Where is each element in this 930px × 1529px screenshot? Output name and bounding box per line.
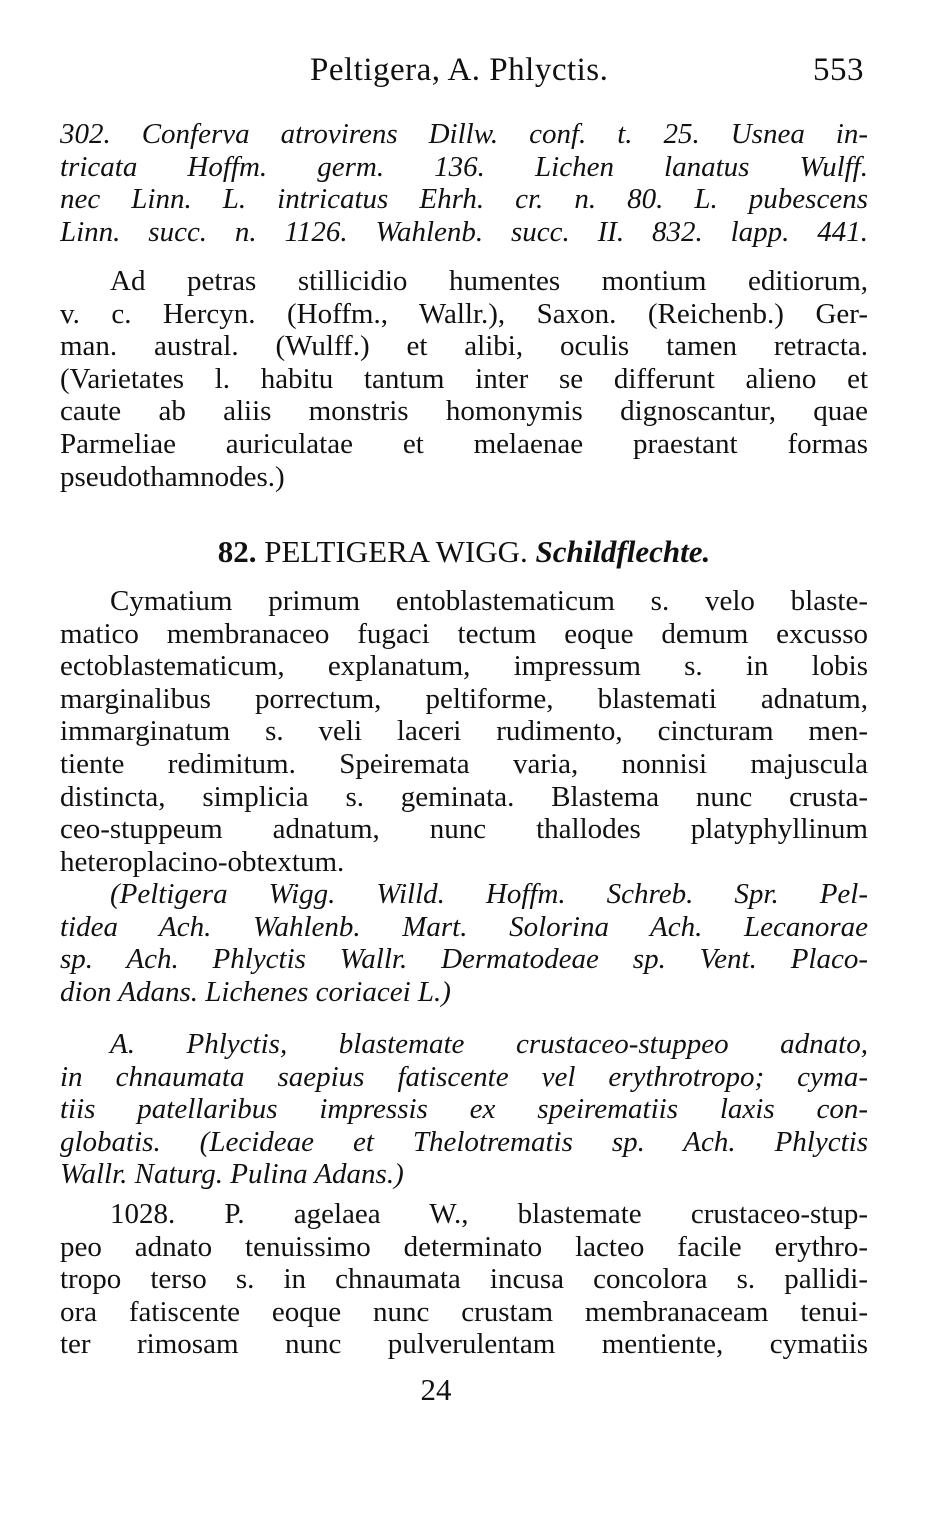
text-line: peo adnato tenuissimo determinato lacteo facile erythro- bbox=[60, 1230, 868, 1263]
genus-name: PELTIGERA WIGG. bbox=[264, 534, 528, 569]
habitat-paragraph bbox=[60, 265, 868, 493]
synonyms-paragraph bbox=[60, 878, 868, 1008]
text-line: immarginatum s. veli laceri rudimento, cincturam men- bbox=[60, 715, 868, 748]
text-line: matico membranaceo fugaci tectum eoque demum excusso bbox=[60, 617, 868, 650]
text-line: nec Linn. L. intricatus Ehrh. cr. n. 80. L. pubescens bbox=[60, 183, 868, 216]
text-line: A. Phlyctis, blastemate crustaceo-stuppeo adnato, bbox=[110, 1028, 868, 1060]
text-line: (Varietates l. habitu tantum inter se differunt alieno et bbox=[60, 362, 868, 395]
text-line: pseudothamnodes.) bbox=[60, 460, 285, 493]
text-line: Wallr. Naturg. Pulina Adans.) bbox=[60, 1158, 404, 1191]
genus-german-name: Schildflechte. bbox=[535, 534, 711, 569]
page-header bbox=[60, 52, 868, 96]
text-line: v. c. Hercyn. (Hoffm., Wallr.), Saxon. (Reichenb.) Ger- bbox=[60, 297, 868, 330]
text-line: tiis patellaribus impressis ex speirematiis laxis con- bbox=[60, 1093, 868, 1126]
entry-1028 bbox=[60, 1198, 868, 1361]
text-line: man. austral. (Wulff.) et alibi, oculis tamen retracta. bbox=[60, 330, 868, 363]
text-line: tricata Hoffm. germ. 136. Lichen lanatus Wulff. bbox=[60, 150, 868, 183]
text-line: Ad petras stillicidio humentes montium editiorum, bbox=[110, 265, 868, 297]
page-number: 553 bbox=[813, 52, 864, 88]
text-line: 1028. P. agelaea W., blastemate crustaceo-stup- bbox=[110, 1198, 868, 1230]
text-line: sp. Ach. Phlyctis Wallr. Dermatodeae sp. Vent. Placo- bbox=[60, 943, 868, 976]
text-line: marginalibus porrectum, peltiforme, blastemati adnatum, bbox=[60, 682, 868, 715]
section-a-phlyctis bbox=[60, 1028, 868, 1191]
text-line: ora fatiscente eoque nunc crustam membranaceam tenui- bbox=[60, 1295, 868, 1328]
text-line: tropo terso s. in chnaumata incusa concolora s. pallidi- bbox=[60, 1263, 868, 1296]
text-line: ceo-stuppeum adnatum, nunc thallodes platyphyllinum bbox=[60, 813, 868, 846]
text-line: globatis. (Lecideae et Thelotrematis sp. Ach. Phlyctis bbox=[60, 1125, 868, 1158]
book-page bbox=[60, 0, 868, 1529]
text-line: Cymatium primum entoblastematicum s. velo blaste- bbox=[110, 585, 868, 617]
text-line: (Peltigera Wigg. Willd. Hoffm. Schreb. Spr. Pel- bbox=[110, 878, 868, 910]
text-line: Linn. succ. n. 1126. Wahlenb. succ. II. 832. lapp. 441. bbox=[60, 215, 868, 248]
running-title: Peltigera, A. Phlyctis. bbox=[310, 52, 609, 88]
text-line: tiente redimitum. Speiremata varia, nonnisi majuscula bbox=[60, 747, 868, 780]
text-line: tidea Ach. Wahlenb. Mart. Solorina Ach. Lecanorae bbox=[60, 910, 868, 943]
genus-description bbox=[60, 585, 868, 878]
genus-heading bbox=[60, 530, 868, 574]
genus-number: 82. bbox=[217, 534, 257, 569]
entry-302 bbox=[60, 118, 868, 248]
text-line: dion Adans. Lichenes coriacei L.) bbox=[60, 975, 451, 1008]
text-line: Parmeliae auriculatae et melaenae praestant formas bbox=[60, 427, 868, 460]
text-line: heteroplacino-obtextum. bbox=[60, 845, 345, 878]
signature-mark bbox=[60, 1370, 868, 1410]
text-line: ectoblastematicum, explanatum, impressum s. in lobis bbox=[60, 650, 868, 683]
text-line: in chnaumata saepius fatiscente vel erythrotropo; cyma- bbox=[60, 1060, 868, 1093]
text-line: 302. Conferva atrovirens Dillw. conf. t. 25. Usnea in- bbox=[60, 118, 868, 150]
text-line: ter rimosam nunc pulverulentam mentiente, cymatiis bbox=[60, 1328, 868, 1361]
signature-number: 24 bbox=[420, 1372, 452, 1407]
text-line: caute ab aliis monstris homonymis dignoscantur, quae bbox=[60, 395, 868, 428]
text-line: distincta, simplicia s. geminata. Blastema nunc crusta- bbox=[60, 780, 868, 813]
